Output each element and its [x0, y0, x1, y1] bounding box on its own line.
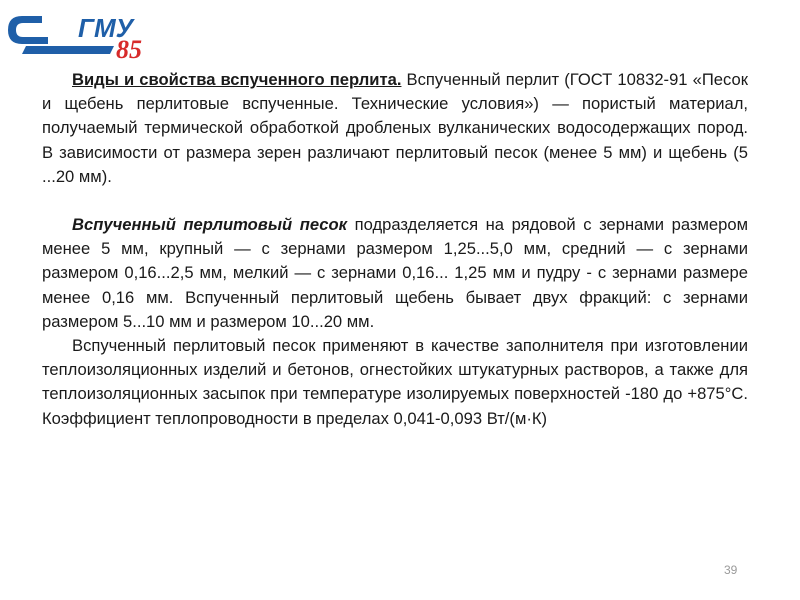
slide-content — [42, 68, 748, 431]
svg-text:ГМУ: ГМУ — [78, 13, 134, 43]
paragraph-perlite-sand — [42, 213, 748, 334]
paragraph-body: подразделяется на рядовой с зернами размером менее 5 мм, крупный — с зернами размером 1,25...5,0 мм, средний — с зернами размером 0,16...2,5 мм, мелкий — с зернами 0,16... 1,25 мм и пудру - с зернами размере менее 0,16 мм. Вспученный перлитовый щебень бывает двух фракций: с зернами размером 5...10 мм и размером 10...20 мм. — [42, 215, 748, 331]
paragraph-body: Вспученный перлит (ГОСТ 10832-91 «Песок и щебень перлитовые вспученные. Технические условия») — пористый материал, получаемый термической обработкой дробленых вулканических водосодержащих пород. В зависимости от размера зерен различают перлитовый песок (менее 5 мм) и щебень (5 ...20 мм). — [42, 70, 748, 186]
paragraph-term: Виды и свойства вспученного перлита. — [72, 70, 402, 89]
page-number: 39 — [724, 563, 738, 577]
paragraph-perlite-types — [42, 68, 748, 189]
paragraph-term: Вспученный перлитовый песок — [72, 215, 348, 235]
paragraph-gap — [42, 189, 748, 213]
svg-text:85: 85 — [116, 35, 142, 62]
logo-graphic — [4, 6, 154, 62]
paragraph-body: Вспученный перлитовый песок применяют в качестве заполнителя при изготовлении теплоизоляционных изделий и бетонов, огнестойких штукатурных растворов, а также для теплоизоляционных засыпок при температуре изолируемых поверхностей -180 до +875°С. Коэффициент теплопроводности в пределах 0,041-0,093 Вт/(м·К) — [42, 336, 748, 428]
logo — [4, 6, 154, 62]
paragraph-perlite-usage — [42, 334, 748, 431]
